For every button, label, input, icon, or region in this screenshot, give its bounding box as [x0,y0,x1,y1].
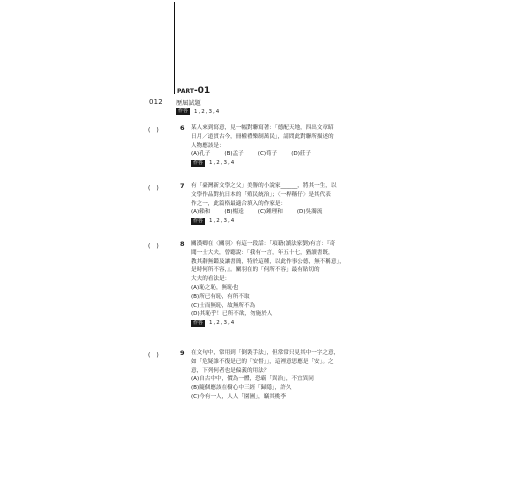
option-d: (D)其恥乎！已所不欲，勿施於人 [191,311,273,318]
question-line: 是時何所不容，』。關羽在的「何所不容」最有貼切的 [191,267,320,274]
option-b: (B)隨個應該在樹心中三經「歸隱」，許久 [191,385,292,392]
answer-blank[interactable]: ( ) [148,352,159,359]
question-line: 在文句中，常用到「倒裝手法」，但常常只見其中一字之意， [191,350,340,356]
answer-choices: 1,2,3,4 [209,160,236,167]
answer-tag: 作答 [193,218,204,225]
answer-tag: 作答 [193,160,204,167]
question-line: 有「臺灣新文學之父」美譽的小說家______，將其一生，以 [191,183,337,189]
option-a: (A)自古中中，價為一體，恐霸「異治」，不宜異同 [191,376,314,383]
question-number: 8 [180,240,185,248]
question-number: 9 [180,349,185,357]
question-line: 文學作品對抗日本的「殖民統治」；〈一桿稱仔〉是其代表 [191,191,331,198]
answer-row [191,319,345,328]
answer-tag: 作答 [178,108,189,114]
question-line: 聞一士大夫，曾聽說：「我有一言，年五十七，猶讀書既， [191,249,334,256]
option-b: (B)楊逵 [224,209,244,216]
part-text: PART [177,88,194,95]
option-a: (A)孔子 [191,151,211,158]
answer-blank[interactable]: ( ) [148,127,159,134]
options-row [191,208,336,217]
option-d: (D)吳濁流 [296,209,323,216]
option-c: (C)士而無恥，故無所不為 [191,302,256,309]
answer-row [191,159,334,168]
header-vertical-rule [174,2,175,94]
option-c: (C)鍾理和 [257,209,283,216]
option-d: (D)莊子 [291,151,312,158]
question-line: 大夫的看法是： [191,276,231,283]
question-number: 6 [180,124,185,132]
answer-row [191,217,336,226]
question-7 [191,182,336,226]
answer-tag: 作答 [193,320,204,327]
answer-blank[interactable]: ( ) [148,185,159,192]
option-a: (A)賴和 [191,209,211,216]
answer-choices: 1,2,3,4 [194,108,221,115]
part-number: -01 [193,86,211,96]
question-8 [191,240,345,328]
option-b: (B)所已有恥，有所不取 [191,293,250,300]
option-c: (C)今有一人，人人「園圃」，竊其桃李 [191,393,286,400]
question-line: 人物應該是： [191,142,225,149]
question-line: 日月／道貫古今，冊權禮樂制萬民」，請問此對聯所描述的 [191,133,334,140]
page-number: 012 [149,98,163,106]
answer-blank[interactable]: ( ) [148,243,159,250]
question-9 [191,349,339,402]
option-b: (B)孟子 [224,151,244,158]
part-label [177,86,210,96]
answer-choices: 1,2,3,4 [209,320,236,327]
question-line: 關漢卿在〈關羽〉有這一段話：「項籍(讀法家劉)有言：『奇 [191,241,336,247]
question-line: 如「危疑誰不復是已的「安督」」，這裡意思應是「安」。之 [191,358,334,365]
question-line: 作之一，此篇格最適合填入的作家是： [191,200,287,207]
option-c: (C)荀子 [257,151,278,158]
answer-choices: 1,2,3,4 [209,218,236,225]
section-title: 歷屆試題 [176,100,201,107]
option-a: (A)恥之恥，無恥也 [191,284,239,291]
top-answer-row [176,108,220,115]
question-line: 教其辭無鑑及讓書簡，特於這種，以此作事公德，無不稱意」， [191,258,345,265]
options-row [191,150,334,159]
question-6 [191,124,334,168]
question-number: 7 [180,182,185,190]
question-line: 意，下列何者也是偏義的用法？ [191,367,270,374]
question-line: 某人來到寫意，見一幅對聯寫著：「德配天地，四出文章昭 [191,125,334,131]
